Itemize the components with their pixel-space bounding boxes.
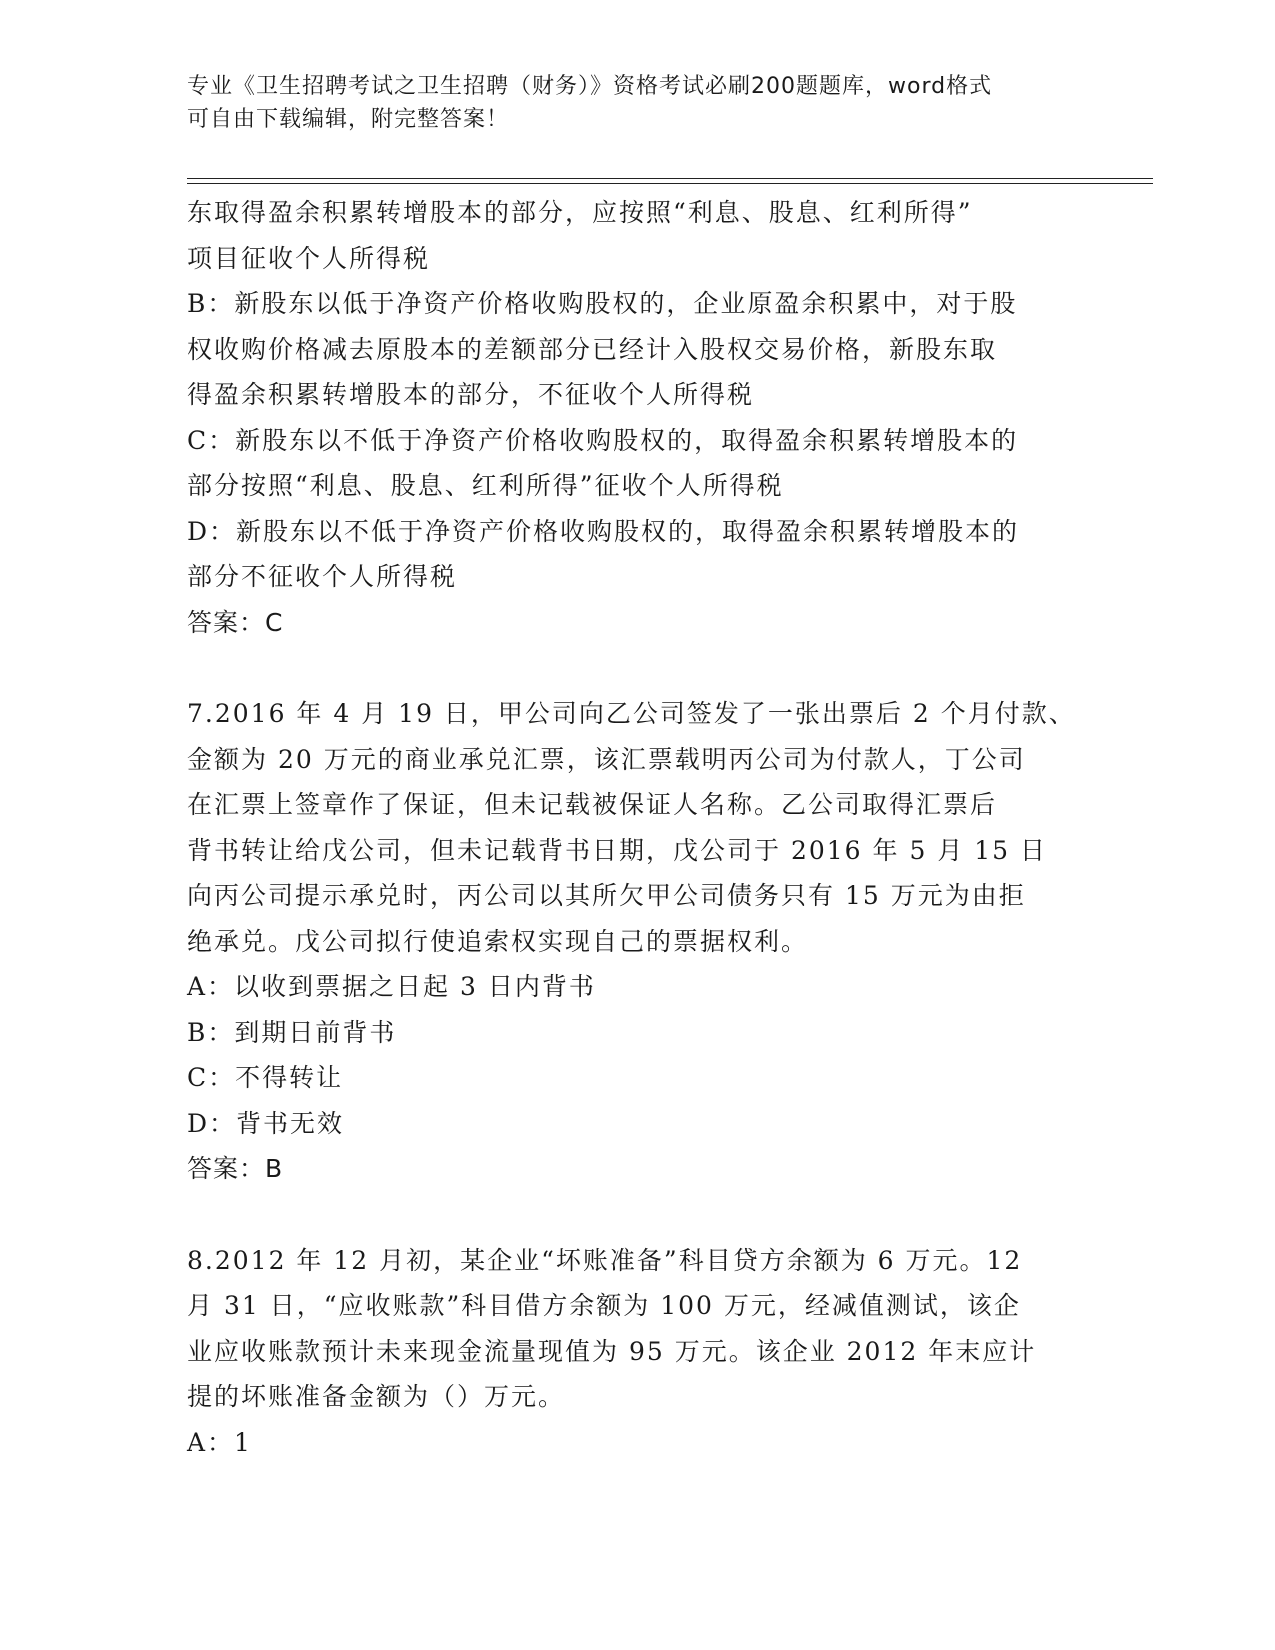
option-b: B：到期日前背书: [187, 1017, 397, 1047]
option-a-continued-line: 项目征收个人所得税: [187, 243, 431, 273]
question-stem-line: 8.2012 年 12 月初，某企业“坏账准备”科目贷方余额为 6 万元。12: [187, 1245, 1023, 1275]
question-stem-line: 提的坏账准备金额为（）万元。: [187, 1382, 566, 1411]
header-line-1: 专业《卫生招聘考试之卫生招聘（财务）》资格考试必刷200题题库，word格式: [187, 74, 993, 99]
option-b-line: 得盈余积累转增股本的部分，不征收个人所得税: [187, 380, 755, 409]
question-6: [187, 190, 1087, 645]
question-stem-line: 背书转让给戊公司，但未记载背书日期，戊公司于 2016 年 5 月 15 日: [187, 835, 1048, 865]
option-b-line: 权收购价格减去原股本的差额部分已经计入股权交易价格，新股东取: [187, 334, 998, 364]
question-stem-line: 在汇票上签章作了保证，但未记载被保证人名称。乙公司取得汇票后: [187, 790, 998, 819]
option-c: C：不得转让: [187, 1063, 344, 1092]
question-stem-line: 月 31 日，“应收账款”科目借方余额为 100 万元，经减值测试，该企: [187, 1291, 1021, 1320]
option-c-line: C：新股东以不低于净资产价格收购股权的，取得盈余积累转增股本的: [187, 425, 1019, 455]
option-c-line: 部分按照“利息、股息、红利所得”征收个人所得税: [187, 471, 784, 500]
spacer: [187, 645, 1087, 691]
header-rule-bottom: [187, 183, 1153, 184]
option-d-line: D：新股东以不低于净资产价格收购股权的，取得盈余积累转增股本的: [187, 516, 1020, 546]
option-a-continued-line: 东取得盈余积累转增股本的部分，应按照“利息、股息、红利所得”: [187, 198, 973, 227]
question-stem-line: 向丙公司提示承兑时，丙公司以其所欠甲公司债务只有 15 万元为由拒: [187, 881, 1026, 910]
option-b-line: B：新股东以低于净资产价格收购股权的，企业原盈余积累中，对于股: [187, 289, 1018, 318]
document-header: [187, 70, 1087, 136]
document-body: [187, 190, 1087, 1465]
spacer: [187, 1192, 1087, 1238]
question-stem-line: 7.2016 年 4 月 19 日，甲公司向乙公司签发了一张出票后 2 个月付款、: [187, 699, 1076, 728]
question-stem-line: 业应收账款预计未来现金流量现值为 95 万元。该企业 2012 年末应计: [187, 1336, 1037, 1366]
question-stem-line: 金额为 20 万元的商业承兑汇票，该汇票载明丙公司为付款人，丁公司: [187, 744, 1026, 774]
option-a: A：以收到票据之日起 3 日内背书: [187, 972, 596, 1001]
header-rule-top: [187, 178, 1153, 179]
question-stem-line: 绝承兑。戊公司拟行使追索权实现自己的票据权利。: [187, 926, 809, 956]
option-d: D：背书无效: [187, 1108, 345, 1138]
question-8: [187, 1238, 1087, 1466]
answer-label: 答案：B: [187, 1154, 284, 1183]
header-line-2: 可自由下载编辑，附完整答案！: [187, 107, 510, 132]
answer-label: 答案：C: [187, 607, 284, 637]
option-a: A：1: [187, 1427, 252, 1457]
option-d-line: 部分不征收个人所得税: [187, 562, 458, 591]
question-7: [187, 691, 1087, 1192]
